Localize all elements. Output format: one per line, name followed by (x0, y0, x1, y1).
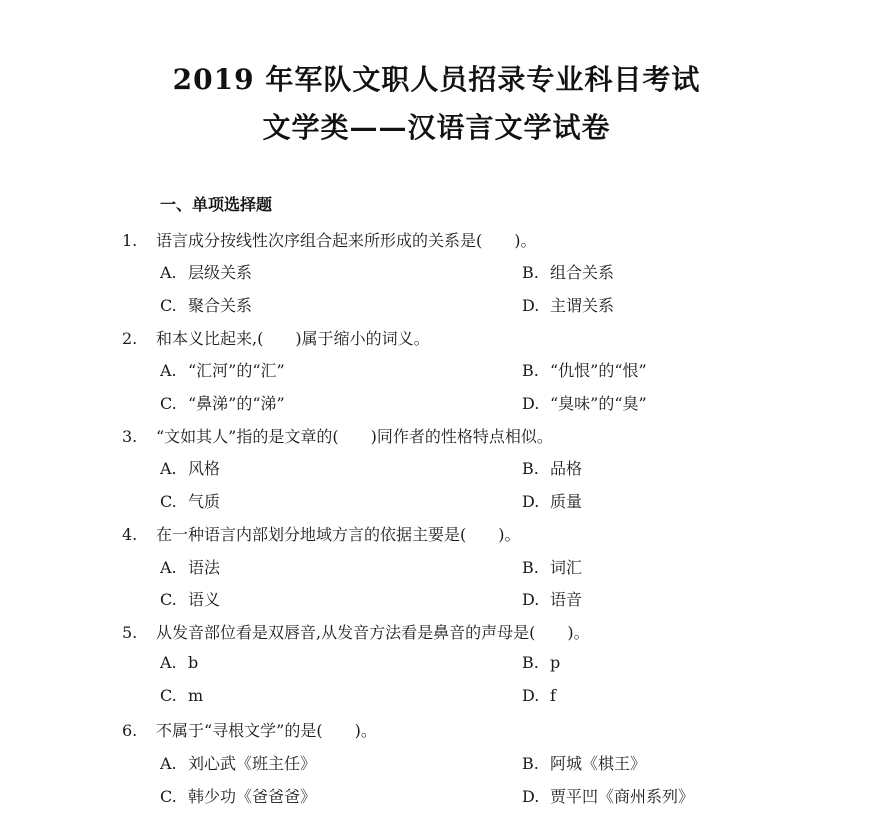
option-d (522, 293, 614, 316)
option-a (160, 751, 316, 774)
option-c (160, 489, 220, 512)
question-number: 2. (122, 329, 138, 348)
question-number: 5. (122, 623, 138, 642)
option-letter: B. (522, 653, 539, 672)
option-letter: C. (160, 394, 177, 413)
option-d (522, 489, 582, 512)
option-letter: C. (160, 787, 177, 806)
question-5 (122, 620, 590, 643)
option-text: 韩少功《爸爸爸》 (188, 787, 317, 806)
option-text: 刘心武《班主任》 (188, 754, 317, 773)
question-2 (122, 326, 430, 349)
option-a (160, 456, 220, 479)
option-text: “臭味”的“臭” (550, 394, 647, 413)
question-text: 从发音部位看是双唇音,从发音方法看是鼻音的声母是( )。 (156, 623, 590, 642)
option-text: 层级关系 (188, 263, 253, 282)
question-text: “文如其人”指的是文章的( )同作者的性格特点相似。 (156, 427, 553, 446)
question-text: 在一种语言内部划分地域方言的依据主要是( )。 (156, 525, 521, 544)
option-letter: A. (160, 361, 177, 380)
question-6 (122, 718, 377, 741)
option-letter: C. (160, 492, 177, 511)
option-text: 风格 (188, 459, 221, 478)
option-text: “汇河”的“汇” (188, 361, 285, 380)
option-text: f (550, 686, 556, 705)
question-1 (122, 228, 537, 251)
option-b (522, 555, 582, 578)
option-text: 语义 (188, 590, 221, 609)
option-c (160, 686, 203, 705)
section-heading: 一、单项选择题 (160, 195, 273, 214)
question-number: 4. (122, 525, 138, 544)
question-text: 语言成分按线性次序组合起来所形成的关系是( )。 (156, 231, 537, 250)
question-4 (122, 522, 521, 545)
option-b (522, 751, 646, 774)
option-c (160, 784, 316, 807)
question-text: 不属于“寻根文学”的是( )。 (156, 721, 377, 740)
option-text: b (188, 653, 199, 672)
option-a (160, 653, 198, 672)
question-3 (122, 424, 553, 447)
option-letter: D. (522, 296, 540, 315)
option-letter: A. (160, 754, 177, 773)
option-c (160, 587, 220, 610)
option-letter: C. (160, 686, 177, 705)
option-letter: D. (522, 686, 540, 705)
option-letter: A. (160, 558, 177, 577)
option-letter: D. (522, 394, 540, 413)
option-b (522, 260, 614, 283)
option-b (522, 456, 582, 479)
question-number: 3. (122, 427, 138, 446)
option-text: 阿城《棋王》 (550, 754, 647, 773)
question-number: 6. (122, 721, 138, 740)
option-text: 质量 (550, 492, 583, 511)
option-text: 组合关系 (550, 263, 615, 282)
exam-title-line2: 文学类——汉语言文学试卷 (262, 111, 611, 144)
question-text: 和本义比起来,( )属于缩小的词义。 (156, 329, 430, 348)
option-letter: B. (522, 459, 539, 478)
option-a (160, 555, 220, 578)
option-text: 聚合关系 (188, 296, 253, 315)
option-letter: D. (522, 492, 540, 511)
option-letter: B. (522, 754, 539, 773)
option-text: m (188, 686, 204, 705)
option-letter: A. (160, 653, 177, 672)
option-text: 品格 (550, 459, 583, 478)
option-text: 贾平凹《商州系列》 (550, 787, 695, 806)
option-a (160, 260, 252, 283)
option-d (522, 784, 694, 807)
option-letter: B. (522, 263, 539, 282)
option-a (160, 358, 285, 381)
option-b (522, 653, 560, 672)
option-letter: D. (522, 590, 540, 609)
option-text: “鼻涕”的“涕” (188, 394, 285, 413)
option-c (160, 391, 285, 414)
question-number: 1. (122, 231, 138, 250)
option-text: 主谓关系 (550, 296, 615, 315)
option-b (522, 358, 647, 381)
option-text: “仇恨”的“恨” (550, 361, 647, 380)
option-letter: C. (160, 296, 177, 315)
option-letter: D. (522, 787, 540, 806)
option-text: p (550, 653, 561, 672)
option-text: 语音 (550, 590, 583, 609)
option-text: 词汇 (550, 558, 583, 577)
option-letter: A. (160, 263, 177, 282)
option-letter: B. (522, 558, 539, 577)
option-c (160, 293, 252, 316)
option-text: 语法 (188, 558, 221, 577)
option-letter: A. (160, 459, 177, 478)
option-d (522, 686, 556, 705)
option-letter: B. (522, 361, 539, 380)
option-d (522, 587, 582, 610)
exam-title-line1: 2019 年军队文职人员招录专业科目考试 (172, 63, 701, 96)
option-letter: C. (160, 590, 177, 609)
option-d (522, 391, 647, 414)
option-text: 气质 (188, 492, 221, 511)
